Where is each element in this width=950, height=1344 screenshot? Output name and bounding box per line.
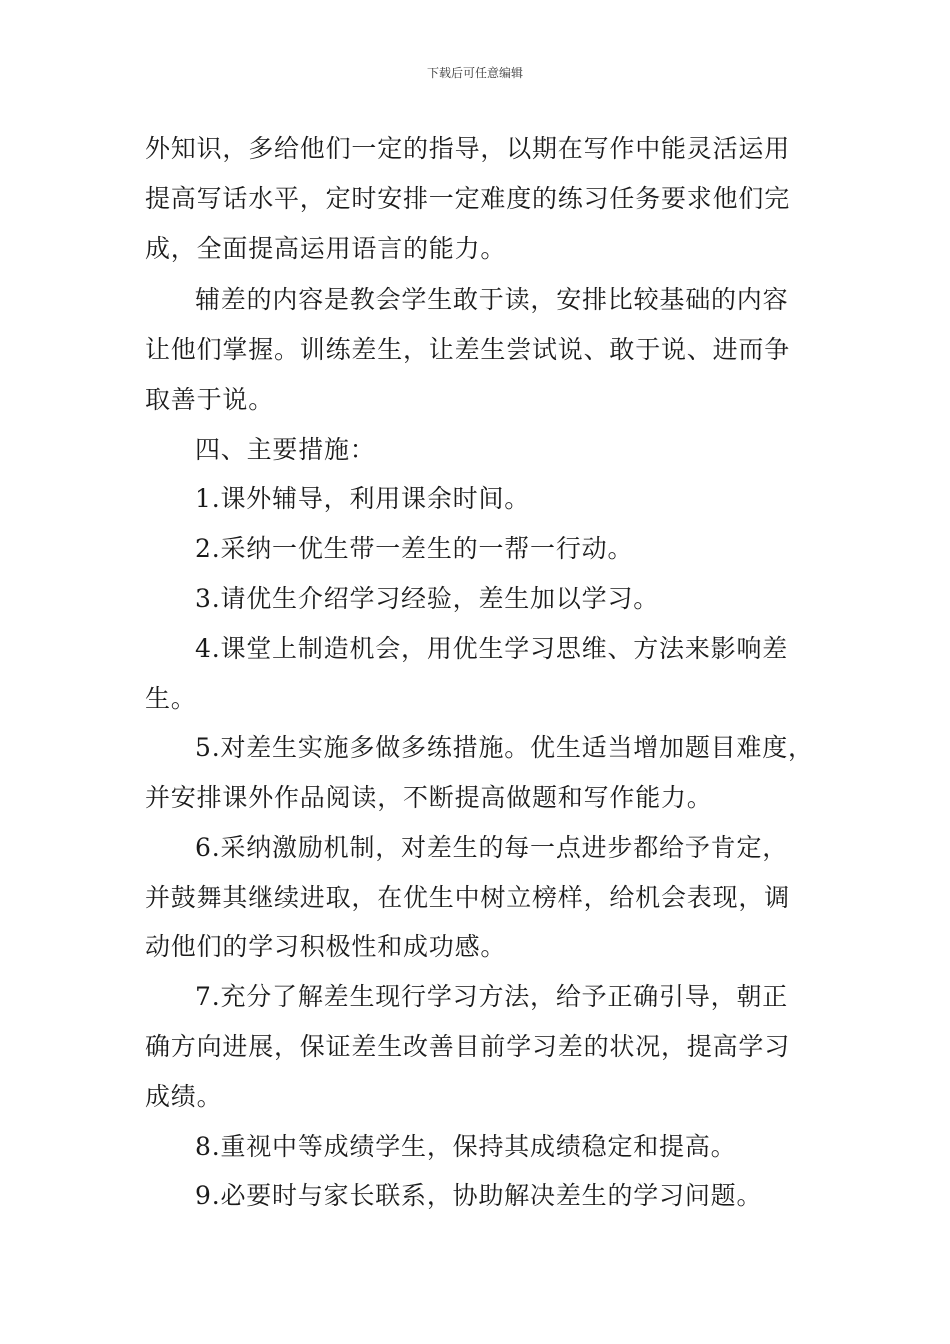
text-line: 动他们的学习积极性和成功感。 [145, 932, 507, 961]
list-item: 6.采纳激励机制，对差生的每一点进步都给予肯定， [195, 833, 789, 862]
list-item: 8.重视中等成绩学生，保持其成绩稳定和提高。 [195, 1132, 737, 1161]
text-line: 辅差的内容是教会学生敢于读，安排比较基础的内容 [195, 285, 789, 314]
section-heading: 四、主要措施： [195, 435, 376, 464]
text-line: 提高写话水平，定时安排一定难度的练习任务要求他们完 [145, 184, 791, 213]
text-line: 成绩。 [145, 1082, 223, 1111]
list-item: 5.对差生实施多做多练措施。优生适当增加题目难度， [195, 733, 814, 762]
list-item: 3.请优生介绍学习经验，差生加以学习。 [195, 584, 660, 613]
text-line: 并安排课外作品阅读，不断提高做题和写作能力。 [145, 783, 713, 812]
list-item: 9.必要时与家长联系，协助解决差生的学习问题。 [195, 1181, 763, 1210]
text-line: 确方向进展，保证差生改善目前学习差的状况，提高学习 [145, 1032, 791, 1061]
list-item: 1.课外辅导，利用课余时间。 [195, 484, 531, 513]
text-line: 取善于说。 [145, 385, 275, 414]
text-line: 生。 [145, 684, 197, 713]
text-line: 让他们掌握。训练差生，让差生尝试说、敢于说、进而争 [145, 335, 791, 364]
list-item: 4.课堂上制造机会，用优生学习思维、方法来影响差 [195, 634, 789, 663]
text-line: 并鼓舞其继续进取，在优生中树立榜样，给机会表现，调 [145, 883, 791, 912]
list-item: 2.采纳一优生带一差生的一帮一行动。 [195, 534, 634, 563]
list-item: 7.充分了解差生现行学习方法，给予正确引导，朝正 [195, 982, 789, 1011]
text-line: 外知识，多给他们一定的指导，以期在写作中能灵活运用 [145, 134, 791, 163]
text-line: 成，全面提高运用语言的能力。 [145, 234, 507, 263]
page-header-note: 下载后可任意编辑 [426, 66, 523, 80]
